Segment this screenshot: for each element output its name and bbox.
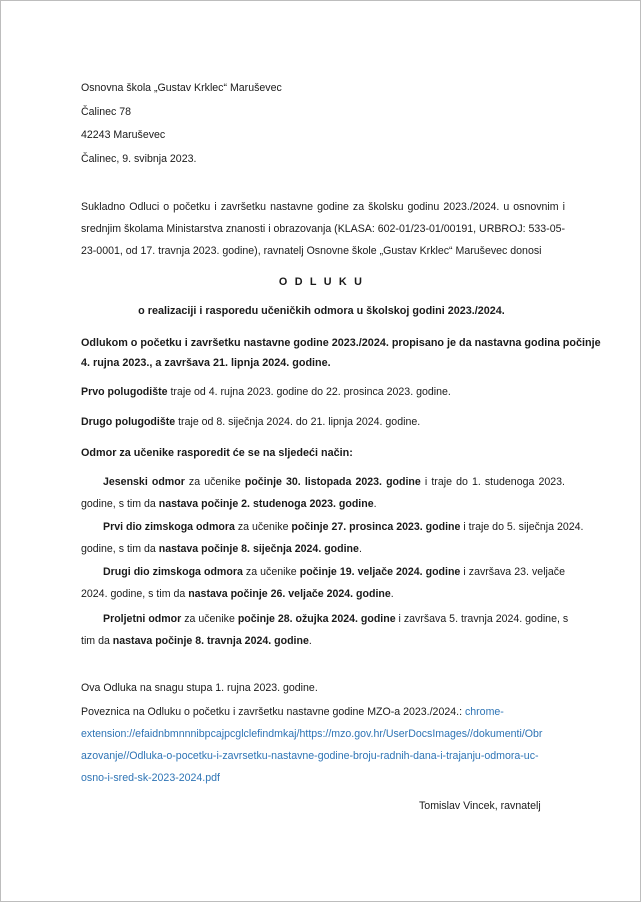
autumn-break-condition: godine, s tim da — [81, 498, 159, 510]
winter1-break-end: i traje do 5. siječnja 2024. — [460, 521, 584, 533]
spring-period: . — [308, 635, 312, 647]
autumn-break-for: za učenike — [184, 476, 245, 488]
first-semester — [81, 386, 451, 398]
winter2-period: . — [390, 588, 394, 600]
second-semester-label: Drugo polugodište — [81, 416, 176, 428]
intro-line-3: 23-0001, od 17. travnja 2023. godine), ravnatelj Osnovne škole „Gustav Krklec“ Maruševec donosi — [81, 245, 542, 257]
winter1-break-line-1 — [81, 521, 584, 533]
school-name: Osnovna škola „Gustav Krklec“ Maruševec — [81, 82, 282, 94]
autumn-break-line-1 — [81, 476, 565, 488]
spring-break-line-2 — [81, 635, 565, 647]
autumn-break-start: počinje 30. listopada 2023. godine — [244, 476, 421, 488]
first-semester-text: traje od 4. rujna 2023. godine do 22. prosinca 2023. godine. — [167, 386, 451, 398]
spring-break-end: i završava 5. travnja 2024. godine, s — [395, 613, 569, 625]
winter2-break-condition: 2024. godine, s tim da — [81, 588, 189, 600]
winter1-break-name: Prvi dio zimskoga odmora — [103, 521, 235, 533]
spring-break-condition: tim da — [81, 635, 113, 647]
link-note-line-1 — [81, 706, 504, 718]
decision-link-part-3[interactable]: azovanje//Odluka-o-pocetku-i-zavrsetku-nastavne-godine-broju-radnih-dana-i-trajanju-odmora-uc- — [81, 750, 539, 762]
decision-link-part-2[interactable]: extension://efaidnbmnnnibpcajpcglclefindmkaj/https://mzo.gov.hr/UserDocsImages//dokumenti/Obr — [81, 728, 543, 740]
winter1-break-line-2 — [81, 543, 565, 555]
statement-line-1: Odlukom o početku i završetku nastavne godine 2023./2024. propisano je da nastavna godina počinje — [81, 337, 601, 349]
intro-line-2: srednjim školama Ministarstva znanosti i obrazovanja (KLASA: 602-01/23-01/00191, URBROJ: 533-05- — [81, 223, 566, 235]
document-subtitle: o realizaciji i rasporedu učeničkih odmora u školskoj godini 2023./2024. — [138, 305, 505, 317]
winter2-break-line-2 — [81, 588, 565, 600]
winter1-period: . — [358, 543, 362, 555]
winter1-break-for: za učenike — [234, 521, 292, 533]
winter2-break-line-1 — [81, 566, 565, 578]
link-note-prefix: Poveznica na Odluku o početku i završetku nastavne godine MZO-a 2023./2024.: — [81, 706, 465, 718]
signature: Tomislav Vincek, ravnatelj — [419, 800, 541, 812]
winter2-break-name: Drugi dio zimskoga odmora — [103, 566, 243, 578]
statement-line-2: 4. rujna 2023., a završava 21. lipnja 2024. godine. — [81, 357, 331, 369]
winter1-break-start: počinje 27. prosinca 2023. godine — [291, 521, 461, 533]
place-date: Čalinec, 9. svibnja 2023. — [81, 153, 197, 165]
breaks-heading: Odmor za učenike rasporedit će se na sljedeći način: — [81, 447, 353, 459]
decision-link-part-1[interactable]: chrome- — [464, 706, 504, 718]
autumn-classes-resume: nastava počinje 2. studenoga 2023. godine — [158, 498, 374, 510]
second-semester — [81, 416, 420, 428]
first-semester-label: Prvo polugodište — [81, 386, 168, 398]
intro-line-1: Sukladno Odluci o početku i završetku nastavne godine za školsku godinu 2023./2024. u osnovnim i — [81, 201, 565, 213]
autumn-break-end: i traje do 1. studenoga 2023. — [420, 476, 565, 488]
autumn-break-line-2 — [81, 498, 565, 510]
spring-break-name: Proljetni odmor — [103, 613, 182, 625]
spring-break-start: počinje 28. ožujka 2024. godine — [237, 613, 396, 625]
autumn-period: . — [373, 498, 377, 510]
spring-break-for: za učenike — [181, 613, 238, 625]
autumn-break-name: Jesenski odmor — [103, 476, 185, 488]
spring-break-line-1 — [81, 613, 569, 625]
winter2-break-end: i završava 23. veljače — [460, 566, 565, 578]
winter2-break-start: počinje 19. veljače 2024. godine — [299, 566, 461, 578]
spring-classes-resume: nastava počinje 8. travnja 2024. godine — [112, 635, 309, 647]
school-street: Čalinec 78 — [81, 106, 132, 118]
validity-note: Ova Odluka na snagu stupa 1. rujna 2023. godine. — [81, 682, 318, 694]
winter1-classes-resume: nastava počinje 8. siječnja 2024. godine — [158, 543, 359, 555]
winter1-break-condition: godine, s tim da — [81, 543, 159, 555]
decision-link-part-4[interactable]: osno-i-sred-sk-2023-2024.pdf — [81, 772, 220, 784]
second-semester-text: traje od 8. siječnja 2024. do 21. lipnja 2024. godine. — [175, 416, 421, 428]
school-postal: 42243 Maruševec — [81, 129, 166, 141]
winter2-classes-resume: nastava počinje 26. veljače 2024. godine — [188, 588, 391, 600]
document-title: O D L U K U — [278, 276, 365, 288]
winter2-break-for: za učenike — [242, 566, 300, 578]
